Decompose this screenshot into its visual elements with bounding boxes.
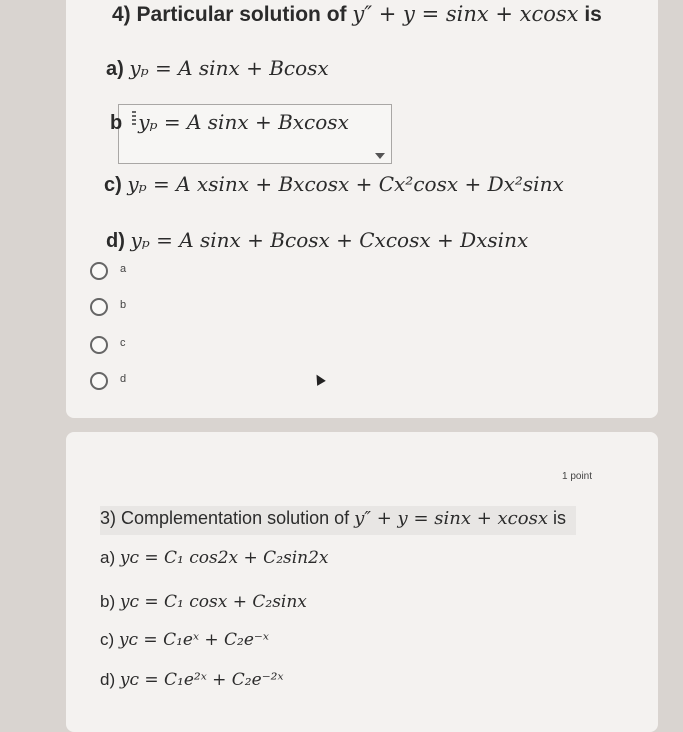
radio-button[interactable] bbox=[90, 262, 108, 280]
q4-option-d-text: d) yₚ = A sinx + Bcosx + Cxcosx + Dxsinx bbox=[106, 228, 529, 252]
q3-option-b-text: b) yᴄ = C₁ cosx + C₂sinx bbox=[100, 592, 307, 612]
q3-option-c-text: c) yᴄ = C₁eˣ + C₂e⁻ˣ bbox=[100, 630, 269, 650]
chevron-down-icon[interactable] bbox=[375, 153, 385, 159]
q3-option-a-text: a) yᴄ = C₁ cos2x + C₂sin2x bbox=[100, 548, 329, 568]
q3-option-d-text: d) yᴄ = C₁e²ˣ + C₂e⁻²ˣ bbox=[100, 670, 284, 690]
question-3-title: 3) Complementation solution of y″ + y = sinx + xcosx is bbox=[100, 506, 576, 535]
radio-button[interactable] bbox=[90, 298, 108, 316]
points-label: 1 point bbox=[562, 471, 593, 482]
radio-button[interactable] bbox=[90, 336, 108, 354]
radio-button[interactable] bbox=[90, 372, 108, 390]
question-4-title: 4) Particular solution of y″ + y = sinx + xcosx is bbox=[112, 2, 602, 26]
q4-option-b-text: b yₚ = A sinx + Bxcosx bbox=[110, 110, 349, 134]
q4-option-a-text: a) yₚ = A sinx + Bcosx bbox=[106, 56, 329, 80]
q4-option-c-text: c) yₚ = A xsinx + Bxcosx + Cx²cosx + Dx²sinx bbox=[104, 172, 564, 196]
